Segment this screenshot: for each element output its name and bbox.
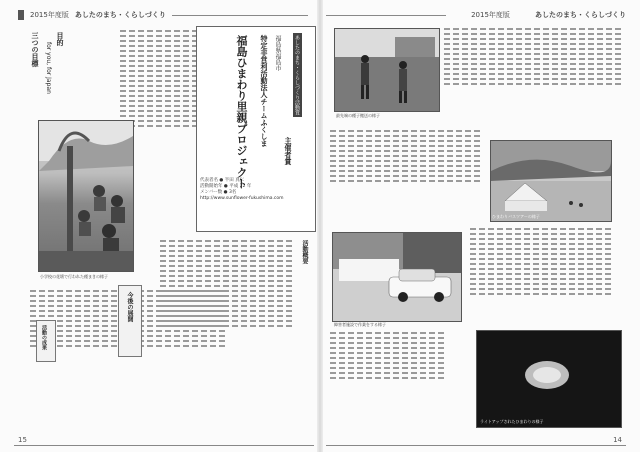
page-spine (317, 0, 323, 452)
section-heading-overview-left: 活動概要 (301, 240, 308, 264)
photo-seed-planting (38, 120, 134, 272)
photo-light-up (476, 330, 622, 428)
photo-bus-tour-art (491, 141, 611, 221)
caption-light-up: ライトアップされたひまわりの様子 (480, 419, 544, 424)
header-rule (326, 15, 446, 16)
page-number-right: 14 (613, 436, 622, 444)
left-footer-rule (14, 445, 314, 446)
heading-box-results (36, 320, 56, 362)
section-heading-purpose: 目的 (56, 32, 64, 46)
section-heading-three-goals: 三つの目標 (31, 32, 39, 67)
photo-supply-transport-art (333, 233, 461, 321)
info-url: http://www.sunflower-fukushima.com (200, 196, 284, 201)
right-main-text (330, 130, 480, 225)
caption-field-work: 最先端の種子搬送の様子 (336, 113, 380, 118)
right-header-year: 2015年度版 (471, 11, 510, 19)
right-bottom-text (330, 332, 444, 422)
right-header-title: あしたのまち・くらしづくり (534, 11, 626, 19)
left-header-title: あしたのまち・くらしづくり (74, 11, 166, 19)
photo-field-work (334, 28, 440, 112)
header-rule (172, 15, 308, 16)
right-upper-text (444, 28, 621, 128)
caption-seed-planting: 小学校の花壇で行われた種まきの様子 (40, 274, 108, 279)
section-heading-future: 今後の展開 (126, 292, 133, 322)
photo-field-work-art (335, 29, 439, 111)
award-label: あしたのまち・くらしづくり活動賞 (294, 35, 300, 115)
info-representative: 代表者名 ● 半田 真仁 (200, 178, 245, 183)
photo-light-up-art (477, 331, 621, 427)
right-page-header (326, 8, 626, 22)
purpose-subtitle: for you, for Japan (45, 42, 52, 94)
org-info-block (200, 178, 310, 202)
award-badge (293, 33, 302, 117)
org-location: 福島県福島市 (274, 35, 281, 71)
photo-bus-tour (490, 140, 612, 222)
article-title: 福島ひまわり里親プロジェクト (235, 35, 248, 189)
left-header-year: 2015年度版 (30, 11, 69, 19)
award-category: 主催者賞 (284, 137, 292, 165)
heading-box-future (118, 285, 142, 357)
header-bar (18, 10, 24, 20)
photo-supply-transport (332, 232, 462, 322)
caption-supply-transport: 障害者施設で作業をする様子 (334, 322, 386, 327)
page-number-left: 15 (18, 436, 27, 444)
photo-seed-planting-art (39, 121, 133, 271)
section-heading-results: 活動の成果 (41, 325, 47, 350)
caption-bus-tour: ひまわりバスツアーの様子 (492, 214, 540, 219)
right-footer-rule (326, 445, 626, 446)
left-page-header (18, 8, 308, 22)
org-name: 特定非営利活動法人チームふくしま (260, 35, 268, 147)
info-start-year: 活動開始年 ● 平成 22 年 (200, 184, 252, 189)
left-center-text (160, 240, 292, 400)
info-members: メンバー数 ● 3名 (200, 190, 237, 195)
